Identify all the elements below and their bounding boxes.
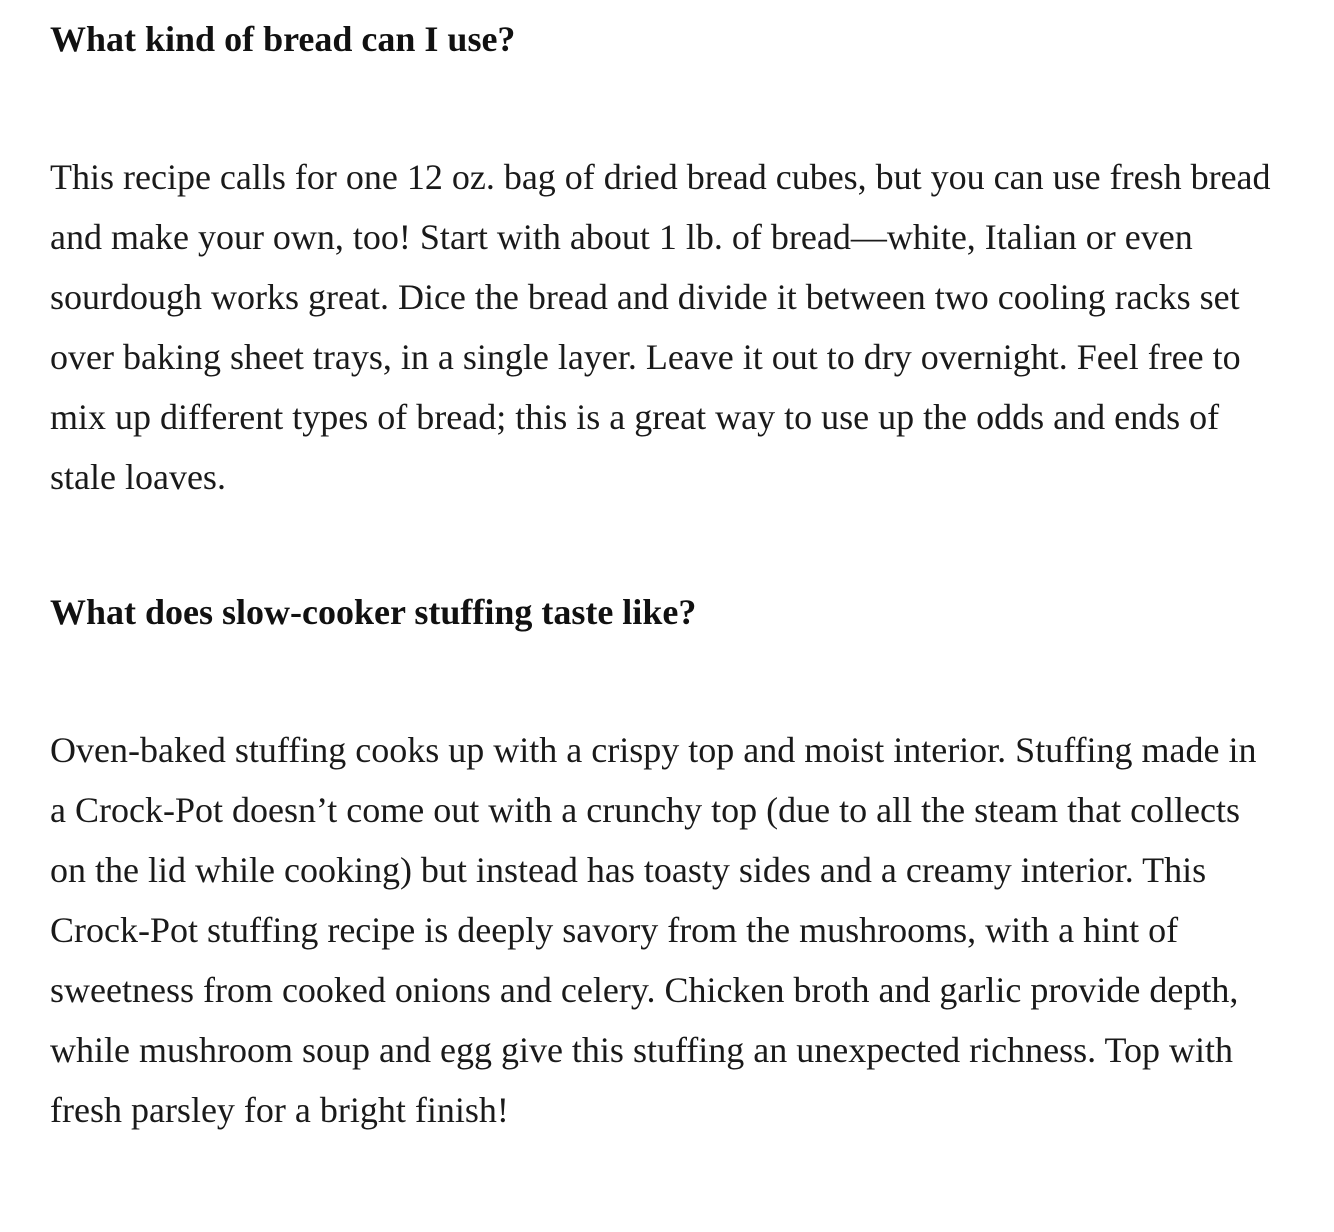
faq-question-taste: What does slow-cooker stuffing taste like? [50, 592, 697, 632]
faq-question-bread-type: What kind of bread can I use? [50, 19, 516, 59]
faq-answer-taste: Oven-baked stuffing cooks up with a crispy top and moist interior. Stuffing made in a Crock-Pot doesn’t come out with a crunchy top (due to all the steam that collects on the lid while cooking) but instead has toasty sides and a creamy interior. This Crock-Pot stuffing recipe is deeply savory from the mushrooms, with a hint of sweetness from cooked onions and celery. Chicken broth and garlic provide depth, while mushroom soup and egg give this stuffing an unexpected richness. Top with fresh parsley for a bright finish! [50, 730, 1257, 1130]
faq-answer-bread-type: This recipe calls for one 12 oz. bag of dried bread cubes, but you can use fresh bread and make your own, too! Start with about 1 lb. of bread—white, Italian or even sourdough works great. Dice the bread and divide it between two cooling racks set over baking sheet trays, in a single layer. Leave it out to dry overnight. Feel free to mix up different types of bread; this is a great way to use up the odds and ends of stale loaves. [50, 157, 1271, 497]
